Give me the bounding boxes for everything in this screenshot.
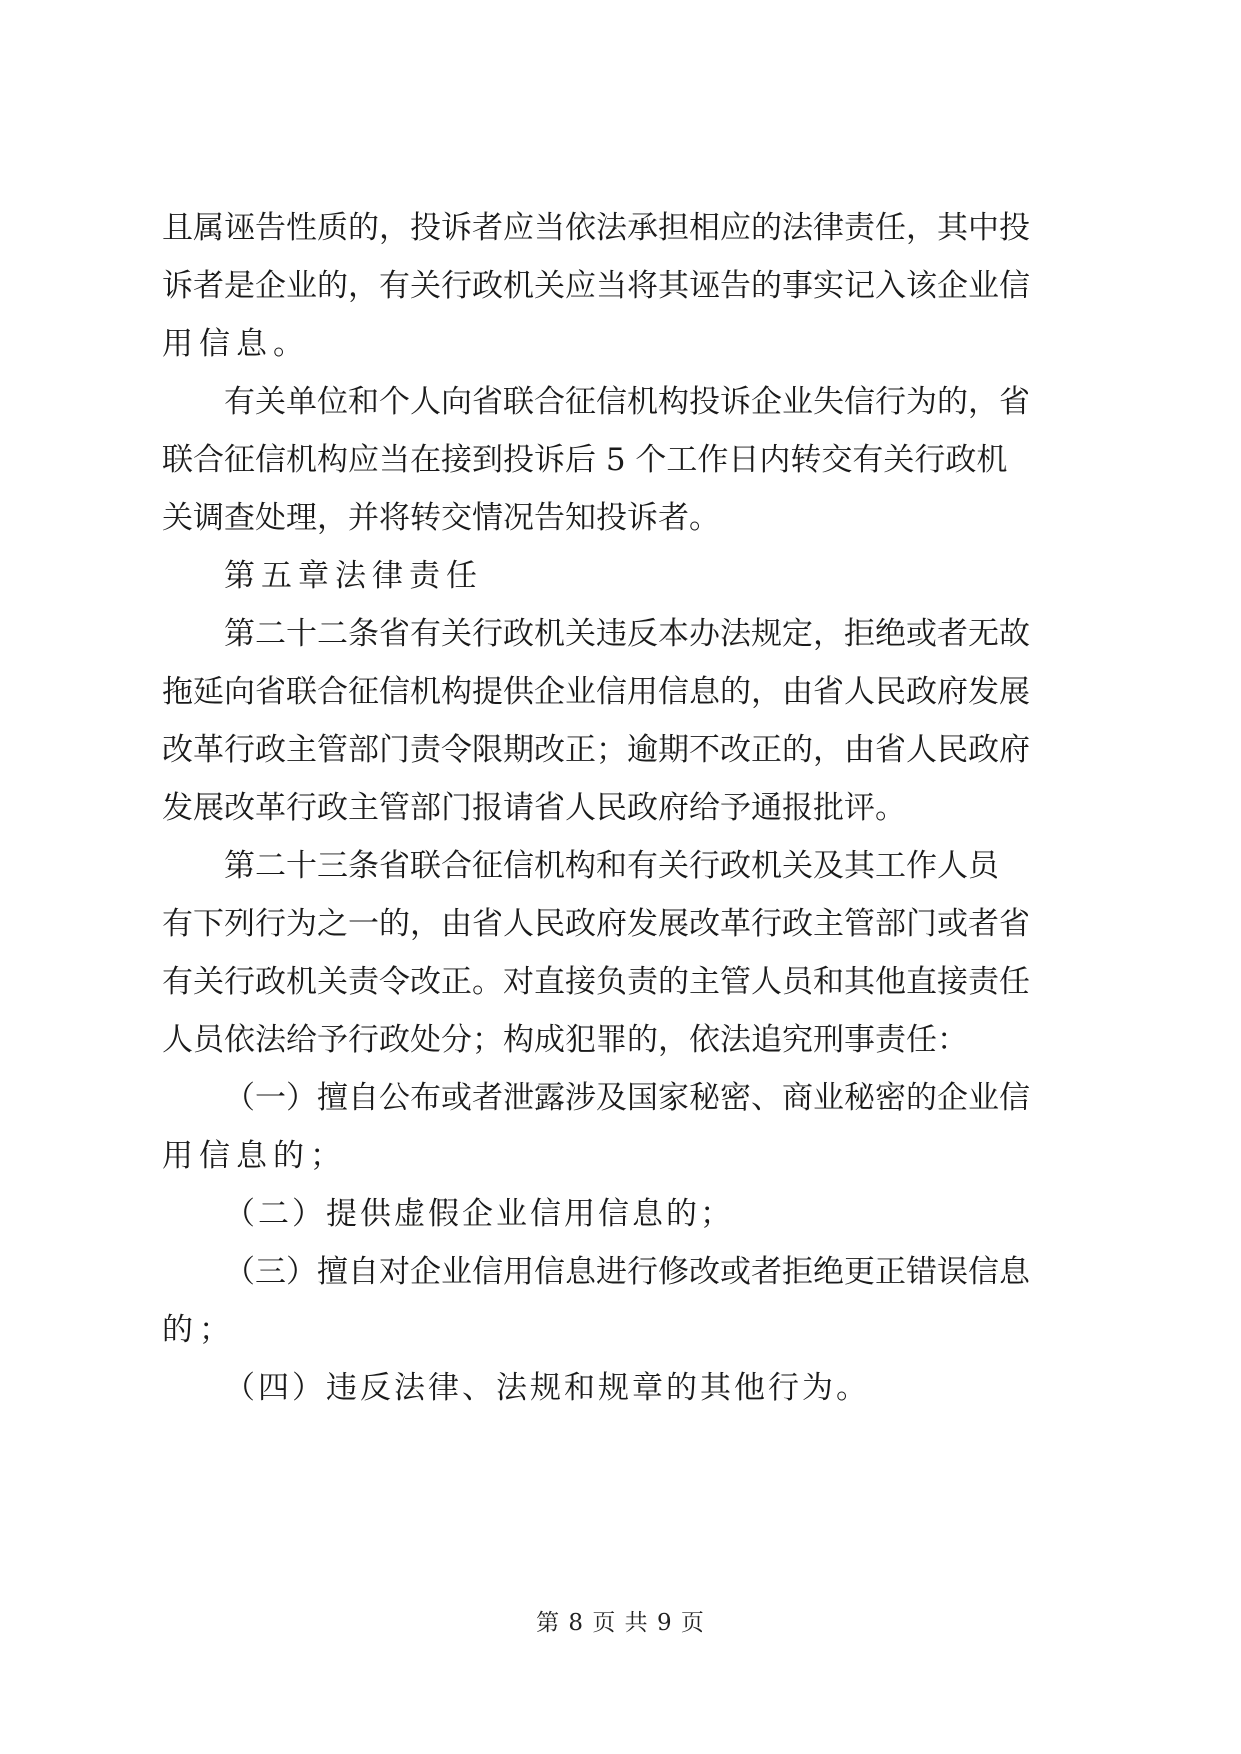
text-line: 拖延向省联合征信机构提供企业信用信息的，由省人民政府发展 [162,674,1030,710]
text-line: 关调查处理，并将转交情况告知投诉者。 [162,500,720,536]
chapter-heading: 第五章法律责任 [224,558,483,594]
text-line: 第二十二条省有关行政机关违反本办法规定，拒绝或者无故 [224,616,1030,652]
text-line: 第二十三条省联合征信机构和有关行政机关及其工作人员 [224,848,999,884]
text-line: 有关行政机关责令改正。对直接负责的主管人员和其他直接责任 [162,964,1030,1000]
list-item: （四）违反法律、法规和规章的其他行为。 [224,1370,870,1406]
page-number-footer: 第 8 页 共 9 页 [536,1610,705,1636]
text-line: 且属诬告性质的，投诉者应当依法承担相应的法律责任，其中投 [162,210,1030,246]
list-item-continuation: 用信息的； [162,1138,347,1174]
text-line: 人员依法给予行政处分；构成犯罪的，依法追究刑事责任： [162,1022,968,1058]
text-line: 发展改革行政主管部门报请省人民政府给予通报批评。 [162,790,906,826]
text-line: 改革行政主管部门责令限期改正；逾期不改正的，由省人民政府 [162,732,1030,768]
text-line: 有关单位和个人向省联合征信机构投诉企业失信行为的，省 [224,384,1030,420]
list-item-continuation: 的； [162,1312,236,1348]
list-item: （二）提供虚假企业信用信息的； [224,1196,734,1232]
list-item: （三）擅自对企业信用信息进行修改或者拒绝更正错误信息 [224,1254,1030,1290]
text-line: 诉者是企业的，有关行政机关应当将其诬告的事实记入该企业信 [162,268,1030,304]
text-line: 联合征信机构应当在接到投诉后 5 个工作日内转交有关行政机 [162,442,1008,478]
text-line: 有下列行为之一的，由省人民政府发展改革行政主管部门或者省 [162,906,1030,942]
text-line: 用信息。 [162,326,310,362]
list-item: （一）擅自公布或者泄露涉及国家秘密、商业秘密的企业信 [224,1080,1030,1116]
